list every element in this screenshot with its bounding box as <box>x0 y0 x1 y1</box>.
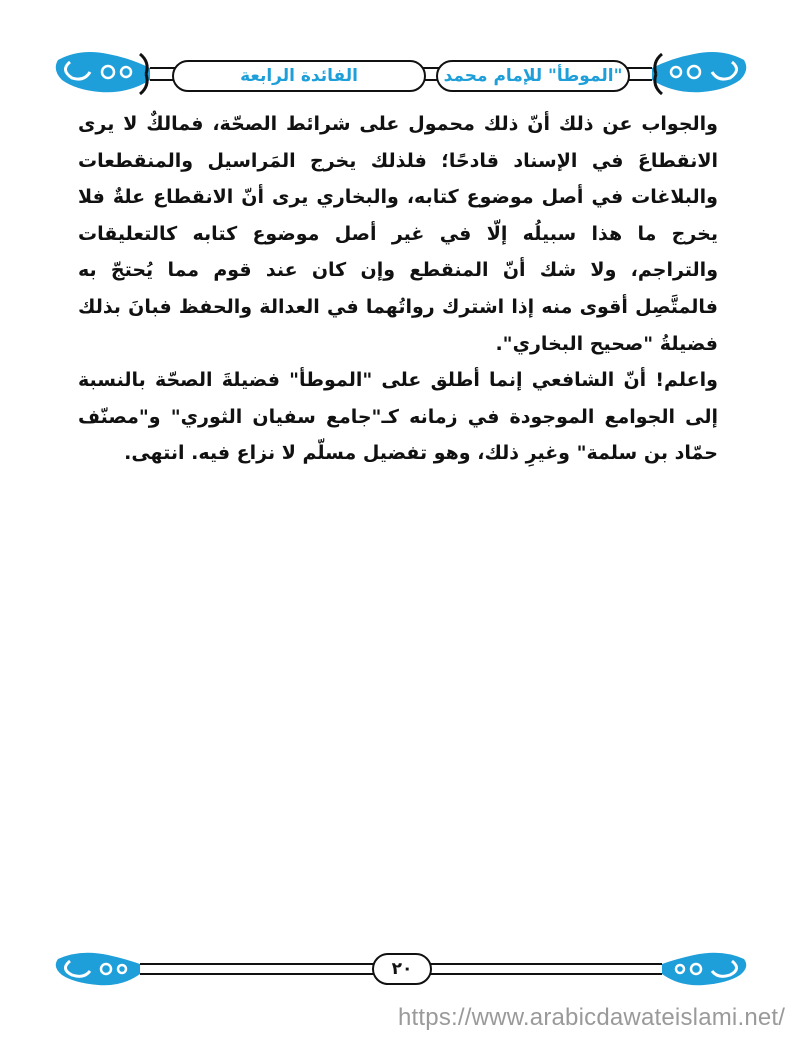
paragraph: واعلم! أنّ الشافعي إنما أطلق على "الموطأ" فضيلةَ الصحّة بالنسبة إلى الجوامع الموجودة في زمانه كـ"جامع سفيان الثوري" و"مصنّف حمّاد بن سلمة" وغيرِ ذلك، وهو تفضيل مسلّم لا نزاع فيه. انتهى. <box>78 369 718 465</box>
page-header <box>0 40 802 100</box>
right-wave-ornament-icon <box>652 52 746 94</box>
page-footer <box>0 945 802 995</box>
page-number: ٢٠ <box>372 953 432 985</box>
right-wave-ornament-icon <box>662 953 746 986</box>
watermark-url: https://www.arabicdawateislami.net/ <box>398 1004 786 1031</box>
left-wave-ornament-icon <box>56 52 150 94</box>
book-title: "الموطأ" للإمام محمد <box>436 60 630 92</box>
section-title: الفائدة الرابعة <box>172 60 426 92</box>
paragraph: والجواب عن ذلك أنّ ذلك محمول على شرائط الصحّة، فمالكٌ لا يرى الانقطاعَ في الإسناد قادحًا؛ فلذلك يخرج المَراسيل والمنقطعات والبلاغات في أصل موضوع كتابه، والبخاري يرى أنّ الانقطاع علةٌ فلا يخرج ما هذا سبيلُه إلّا في غير أصل موضوع كتابه كالتعليقات والتراجم، ولا شك أنّ المنقطع وإن كان عند قوم مما يُحتجّ به فالمتَّصِل أقوى منه إذا اشترك رواتُهما في العدالة والحفظ فبانَ بذلك فضيلةُ "صحيح البخاري". <box>78 113 718 355</box>
main-text <box>78 106 718 472</box>
left-wave-ornament-icon <box>56 953 140 986</box>
